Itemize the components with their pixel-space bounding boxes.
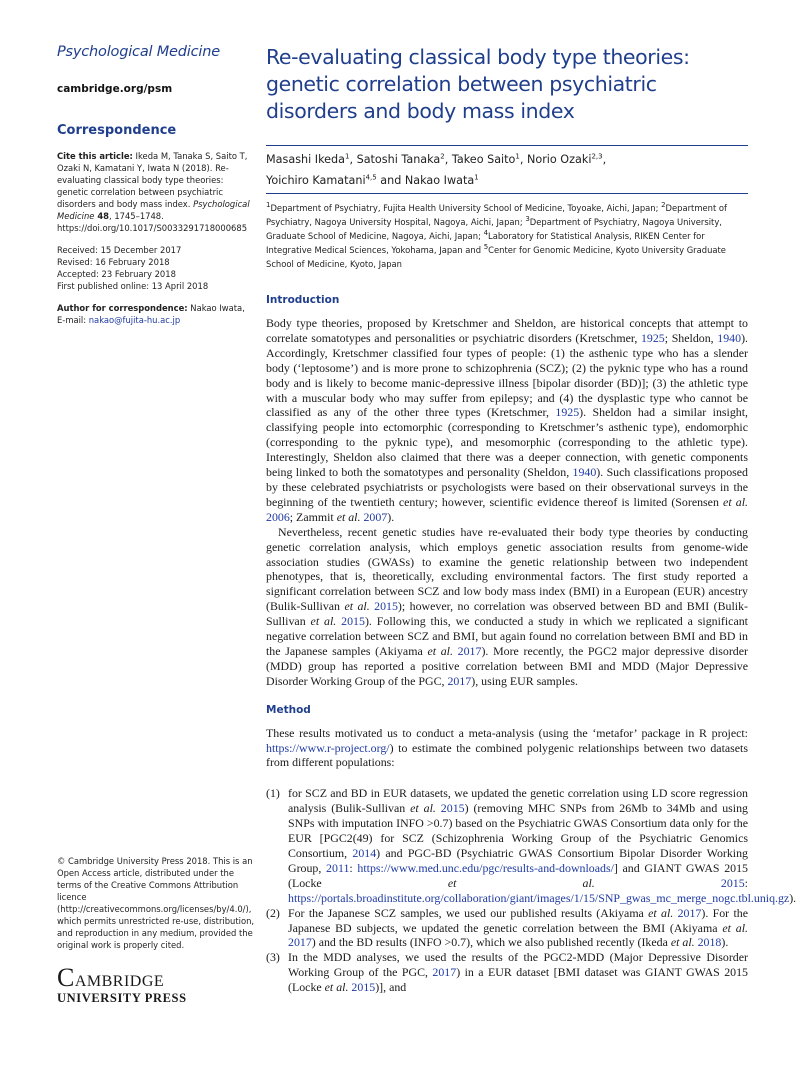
email-label: E-mail:: [57, 315, 89, 325]
citation-link[interactable]: 2017: [677, 905, 702, 920]
italic-text: et al.: [447, 875, 595, 890]
citation-link[interactable]: 2017: [447, 673, 472, 688]
correspondence-name: Nakao Iwata,: [187, 303, 245, 313]
author-name: Takeo Saito: [451, 153, 516, 166]
cite-text: Ikeda M, Tanaka S, Saito T, Ozaki N, Kamatani Y, Iwata N (2018). Re-evaluating classical body type theories: genetic correlation between psychiatric disorders and body mass index.: [57, 151, 248, 209]
author-affiliation-marker: 1: [474, 173, 479, 182]
text-run: ); however, no correlation was observed between BD and BMI (Bulik-Sullivan: [266, 599, 748, 629]
sidebar: [57, 44, 252, 326]
text-run: ), using EUR samples.: [471, 673, 578, 688]
affiliation-text: Department of Psychiatry, Nagoya University, Graduate School of Medicine, Nagoya, Aichi, Japan;: [266, 217, 722, 241]
citation-link[interactable]: 2007: [363, 509, 388, 524]
text-run: ) and PGC-BD (Psychiatric GWAS Consortium Bipolar Disorder Working Group,: [288, 846, 748, 875]
text-run: :: [349, 860, 358, 875]
italic-text: et al.: [310, 614, 337, 629]
citation-link[interactable]: 1940: [572, 465, 597, 480]
text-run: for SCZ and BD in EUR datasets, we updated the genetic correlation using LD score regression analysis (Bulik-Sullivan: [288, 786, 748, 816]
affiliation-text: Department of Psychiatry, Fujita Health University School of Medicine, Toyoake, Aichi, Japan;: [270, 203, 662, 213]
text-run: ). Such classifications proposed by these celebrated psychiatrists or psychologists were based on their observational surveys in the beginning of the twentieth century; however, scientific evidence thereof is limited (Sorensen: [266, 465, 748, 509]
url-link[interactable]: https://www.med.unc.edu/pgc/results-and-downloads/: [357, 860, 614, 875]
italic-text: et al.: [324, 980, 349, 995]
cite-doi[interactable]: , 1745–1748. https://doi.org/10.1017/S0033291718000685: [57, 211, 248, 233]
author-separator: ,: [519, 153, 527, 166]
date-accepted: Accepted: 23 February 2018: [57, 269, 176, 279]
text-run: ). For the Japanese BD subjects, we updated the genetic correlation between the BMI (Akiyama: [288, 905, 748, 935]
author-name: Yoichiro Kamatani: [266, 174, 366, 187]
italic-text: et al.: [336, 509, 361, 524]
citation-link[interactable]: 1925: [640, 330, 665, 345]
author-separator: ,: [602, 153, 607, 166]
intro-paragraph-1: [266, 316, 748, 525]
citation-link[interactable]: 2015: [341, 614, 365, 629]
text-run: ) to estimate the combined polygenic relationships between two datasets from different populations:: [266, 740, 748, 770]
text-run: :: [744, 875, 748, 890]
affiliation-number: 3: [525, 215, 530, 224]
text-run: ) and the BD results (INFO >0.7), which we also published recently (Ikeda: [311, 935, 671, 950]
correspondence-label: Author for correspondence:: [57, 303, 188, 313]
citation-link[interactable]: 2017: [457, 643, 482, 658]
author-separator: ,: [444, 153, 452, 166]
correspondence-block: [57, 302, 252, 326]
article-title: Re-evaluating classical body type theories: genetic correlation between psychiatric disorders and body mass index: [266, 45, 690, 123]
list-item-number: (3): [266, 950, 280, 965]
citation-link[interactable]: 2006: [266, 509, 290, 524]
text-run: ).: [721, 935, 729, 950]
affiliations: [266, 201, 748, 271]
italic-text: et al.: [427, 643, 453, 658]
author-list: [266, 146, 748, 193]
intro-paragraph-2: [266, 525, 748, 689]
cite-volume: 48: [94, 211, 109, 221]
text-run: ] and GIANT GWAS 2015 (Locke: [288, 860, 748, 890]
author-separator: and: [376, 174, 405, 187]
journal-name[interactable]: Psychological Medicine: [57, 44, 220, 60]
citation-link[interactable]: 2014: [352, 846, 377, 860]
text-run: For the Japanese SCZ samples, we used our published results (Akiyama: [288, 905, 649, 920]
affiliation-text: Laboratory for Statistical Analysis, RIKEN Center for Integrative Medical Sciences, Yokohama, Japan and: [266, 231, 705, 255]
author-affiliation-marker: 2: [440, 152, 445, 161]
text-run: ). More recently, the PGC2 major depressive disorder (MDD) group has reported a positive correlation between BMI and MDD (Major Depressive Disorder Working Group of the PGC,: [266, 643, 748, 688]
author-separator: ,: [349, 153, 357, 166]
affiliation-text: Department of Psychiatry, Nagoya University Hospital, Nagoya, Aichi, Japan;: [266, 203, 727, 227]
italic-text: et al.: [670, 935, 695, 950]
article-type-heading: Correspondence: [57, 123, 177, 138]
text-run: )], and: [375, 980, 407, 995]
email-link[interactable]: nakao@fujita-hu.ac.jp: [88, 315, 181, 325]
text-run: In the MDD analyses, we used the results of the PGC2-MDD (Major Depressive Disorder Working Group of the PGC,: [288, 950, 748, 980]
citation-block: [57, 150, 252, 234]
date-revised: Revised: 16 February 2018: [57, 257, 170, 267]
citation-link[interactable]: 2011: [326, 860, 350, 875]
author-name: Masashi Ikeda: [266, 153, 345, 166]
text-run: ) in a EUR dataset [BMI dataset was GIANT GWAS 2015 (Locke: [288, 965, 748, 995]
citation-link[interactable]: 1925: [555, 405, 580, 420]
text-run: These results motivated us to conduct a meta-analysis (using the ‘metafor’ package in R project:: [266, 725, 748, 740]
logo-subline: UNIVERSITY PRESS: [57, 991, 187, 1005]
method-list-item: [266, 950, 748, 995]
citation-link[interactable]: 2015: [440, 801, 465, 816]
author-affiliation-marker: 1: [515, 152, 520, 161]
cite-label: Cite this article:: [57, 151, 133, 161]
author-name: Norio Ozaki: [526, 153, 592, 166]
text-run: ). Following this, we conducted a study in which we replicated a significant negative correlation between SCZ and BMI, but again found no correlation between BMI and BD in the Japanese samples (Akiyama: [266, 614, 748, 658]
text-run: ).: [387, 509, 395, 524]
citation-link[interactable]: 2017: [288, 935, 312, 950]
license-text: © Cambridge University Press 2018. This is an Open Access article, distributed under the terms of the Creative Commons Attribution licence (http://creativecommons.org/licenses/by/4.0/), which permits unrestricted re-use, distribution, and reproduction in any medium, provided the original work is properly cited.: [57, 856, 255, 950]
affiliation-text: Center for Genomic Medicine, Kyoto University Graduate School of Medicine, Kyoto, Japan: [266, 245, 726, 269]
date-published: First published online: 13 April 2018: [57, 281, 209, 291]
text-run: ) (removing MHC SNPs from 26Mb to 34Mb and using SNPs with imputation INFO >0.7) based on the Psychiatric GWAS Consortium data only for the EUR [PGC2(49) for SCZ (Schizophrenia Working Group of the Psychiatric Genomics Consortium,: [288, 801, 748, 860]
citation-link[interactable]: 1940: [717, 330, 742, 345]
citation-link[interactable]: 2018: [697, 935, 722, 950]
logo-initial: C: [57, 963, 75, 992]
url-link[interactable]: https://www.r-project.org/: [266, 740, 390, 755]
author-affiliation-marker: 4,5: [365, 173, 377, 182]
author-affiliation-marker: 2,3: [591, 152, 603, 161]
logo-rest: ambridge: [74, 966, 165, 991]
author-rule: [266, 193, 748, 194]
cite-journal: Psychological Medicine: [57, 199, 250, 221]
author-name: Nakao Iwata: [404, 174, 475, 187]
date-received: Received: 15 December 2017: [57, 245, 182, 255]
affiliation-number: 4: [483, 229, 489, 238]
citation-link[interactable]: 2015: [374, 599, 398, 614]
citation-link[interactable]: 2015: [351, 980, 376, 995]
affiliation-number: 2: [661, 201, 666, 210]
citation-link[interactable]: 2017: [432, 965, 457, 980]
section-heading-introduction: Introduction: [266, 294, 340, 306]
author-name: Satoshi Tanaka: [356, 153, 441, 166]
text-run: ). Sheldon had a similar insight, classifying people into ectomorphic (corresponding to Kretschmer’s asthenic type), endomorphic (corresponding to the pyknic type), and mesomorphic (corresponding to the athletic type). Interestingly, Sheldon also claimed that there was a deeper connection, with genetic components being linked to both the somatotypes and personality (Sheldon,: [266, 405, 748, 480]
italic-text: et al.: [344, 599, 370, 614]
text-run: [595, 876, 721, 890]
list-item-number: (2): [266, 905, 280, 920]
url-link[interactable]: https://portals.broadinstitute.org/collaboration/giant/images/1/15/SNP_gwas_mc_merge_nogc.tbl.uniq.gz: [288, 890, 790, 905]
method-list-item: [266, 906, 748, 951]
dates-block: [57, 244, 252, 292]
list-item-number: (1): [266, 786, 280, 801]
logo-wordmark: [57, 963, 187, 992]
text-run: ; Sheldon,: [664, 330, 718, 345]
italic-text: et al.: [648, 905, 674, 920]
text-run: ). Accordingly, Kretschmer classified four types of people: (1) the asthenic type who has a slender body (‘leptosome’) and is more prone to schizophrenia (SCZ); (2) the pyknic type who has a round body and is likely to become manic-depressive illness [bipolar disorder (BD)]; (3) the athletic type with a muscular body who may suffer from epilepsy; and (4) the dysplastic type who cannot be classified as any of the other three types (Kretschmer,: [266, 330, 748, 420]
text-run: Nevertheless, recent genetic studies have re-evaluated their body type theories by conducting genetic correlation analysis, which employs genetic association results from genome-wide association studies (GWASs) to examine the genetic relationship between two independent phenotypes, that is, theoretically, excluding environmental factors. The first study reported a significant correlation between SCZ and low body mass index (BMI) in a European (EUR) ancestry (Bulik-Sullivan: [266, 524, 748, 614]
text-run: ).: [789, 890, 797, 905]
method-list-item: [266, 786, 797, 905]
method-paragraph-1: [266, 726, 748, 771]
italic-text: et al.: [410, 801, 436, 816]
section-heading-method: Method: [266, 703, 311, 716]
italic-text: et al.: [722, 920, 748, 935]
cambridge-logo: [57, 963, 187, 1005]
affiliation-number: 1: [266, 201, 271, 210]
affiliation-number: 5: [483, 243, 489, 252]
text-run: ; Zammit: [289, 509, 337, 524]
method-list: [266, 786, 797, 995]
author-affiliation-marker: 1: [345, 152, 350, 161]
text-run: Body type theories, proposed by Kretschmer and Sheldon, are historical concepts that attempt to correlate somatotypes and personalities or psychiatric disorders (Kretschmer,: [266, 316, 748, 345]
journal-url[interactable]: cambridge.org/psm: [57, 83, 173, 95]
citation-link[interactable]: 2015: [720, 875, 745, 890]
article-main: [266, 44, 797, 995]
italic-text: et al.: [723, 494, 748, 509]
